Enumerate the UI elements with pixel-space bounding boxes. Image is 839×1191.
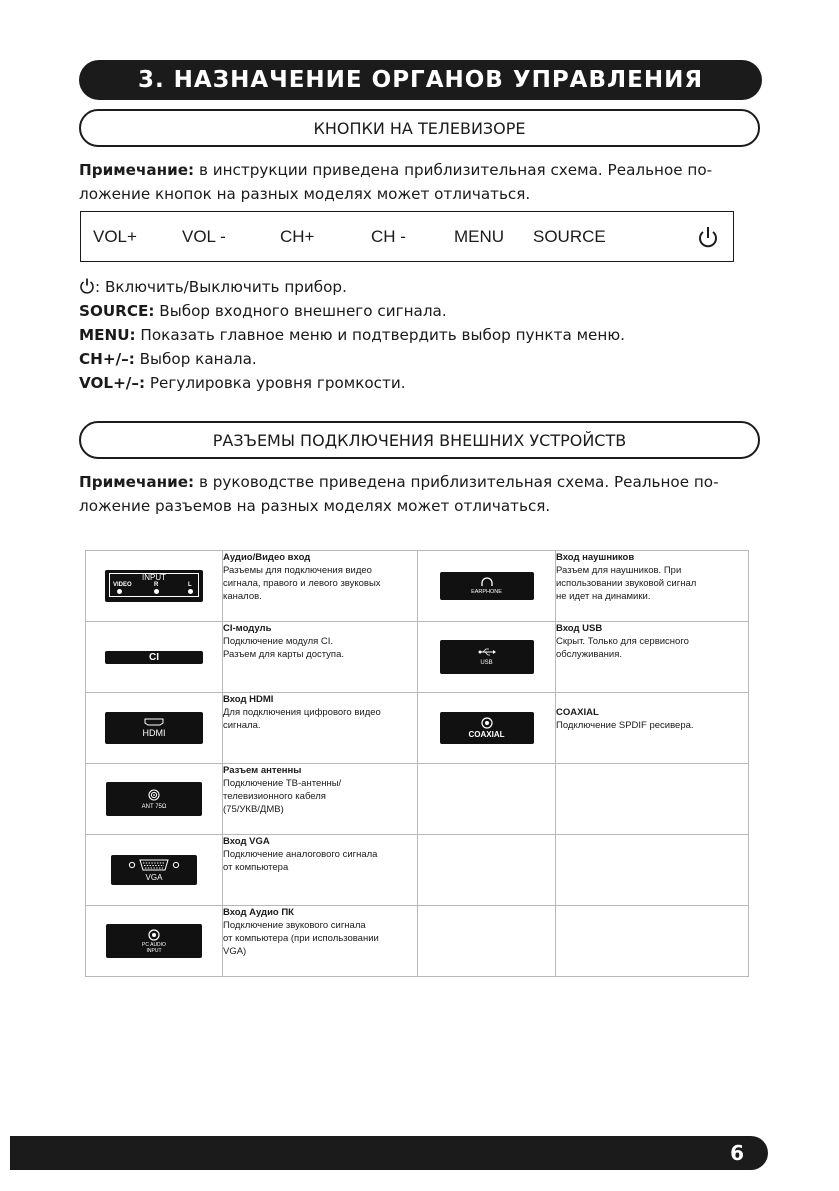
note-text-line1: в руководстве приведена приблизительная схема. Реальное по- — [194, 473, 719, 491]
hdmi-port: HDMI — [105, 712, 203, 744]
pc-audio-jack-icon — [148, 929, 160, 941]
connector-table — [85, 550, 749, 977]
port-desc-earphone: Вход наушников Разъем для наушников. При использовании звуковой сигнал не идет на динамики. — [556, 551, 749, 622]
power-icon — [695, 225, 721, 251]
empty-cell — [556, 835, 749, 906]
button-descriptions — [79, 275, 779, 395]
ch-minus-label: CH - — [371, 227, 406, 246]
port-desc-antenna: Разъем антенны Подключение ТВ-антенны/ телевизионного кабеля (75/УКВ/ДМВ) — [223, 764, 418, 835]
port-desc-vga: Вход VGA Подключение аналогового сигнала от компьютера — [223, 835, 418, 906]
note-text-line1: в инструкции приведена приблизительная схема. Реальное по- — [194, 161, 713, 179]
port-image-cell — [86, 906, 223, 977]
coaxial-port: COAXIAL — [440, 712, 534, 744]
usb-port: USB — [440, 640, 534, 674]
note-buttons — [79, 158, 769, 206]
table-row — [86, 764, 749, 835]
empty-cell — [418, 835, 556, 906]
section-heading-buttons: КНОПКИ НА ТЕЛЕВИЗОРЕ — [79, 109, 760, 147]
power-small-icon — [79, 278, 95, 294]
chapter-title-bar — [79, 60, 762, 100]
source-label: SOURCE — [533, 227, 606, 246]
desc-channel: CH+/–: Выбор канала. — [79, 350, 257, 368]
vol-plus-label: VOL+ — [93, 227, 137, 246]
desc-menu: MENU: Показать главное меню и подтвердить выбор пункта меню. — [79, 326, 625, 344]
headphones-icon — [480, 577, 494, 587]
note-text-line2: ложение разъемов на разных моделях может отличаться. — [79, 497, 551, 515]
ci-port: CI — [105, 651, 203, 664]
chapter-title: 3. НАЗНАЧЕНИЕ ОРГАНОВ УПРАВЛЕНИЯ — [137, 67, 704, 93]
tv-button-panel — [80, 211, 734, 262]
usb-icon — [478, 648, 496, 656]
port-desc-coaxial: COAXIAL Подключение SPDIF ресивера. — [556, 693, 749, 764]
port-desc-usb: Вход USB Скрыт. Только для сервисного обслуживания. — [556, 622, 749, 693]
port-image-cell — [86, 622, 223, 693]
page-number: 6 — [730, 1141, 744, 1165]
port-image-cell — [86, 551, 223, 622]
audio-l-jack-icon — [188, 589, 193, 594]
empty-cell — [556, 906, 749, 977]
port-image-cell — [418, 693, 556, 764]
desc-power: : Включить/Выключить прибор. — [79, 275, 779, 299]
empty-cell — [556, 764, 749, 835]
port-image-cell — [418, 622, 556, 693]
port-image-cell — [86, 835, 223, 906]
note-connectors — [79, 470, 769, 518]
antenna-jack-icon — [148, 789, 160, 801]
port-desc-pc-audio: Вход Аудио ПК Подключение звукового сигнала от компьютера (при использовании VGA) — [223, 906, 418, 977]
hdmi-icon — [144, 718, 164, 726]
table-row — [86, 693, 749, 764]
port-image-cell — [86, 764, 223, 835]
empty-cell — [418, 906, 556, 977]
port-image-cell — [418, 551, 556, 622]
empty-cell — [418, 764, 556, 835]
menu-label: MENU — [454, 227, 505, 246]
video-jack-icon — [117, 589, 122, 594]
port-image-cell — [86, 693, 223, 764]
vga-connector-icon — [128, 859, 180, 871]
table-row — [86, 835, 749, 906]
earphone-port: EARPHONE — [440, 572, 534, 600]
ch-plus-label: CH+ — [280, 227, 315, 246]
audio-r-jack-icon — [154, 589, 159, 594]
vga-port: VGA — [111, 855, 197, 885]
av-input-port: INPUT VIDEO R L — [105, 570, 203, 602]
desc-source: SOURCE: Выбор входного внешнего сигнала. — [79, 302, 447, 320]
port-desc-hdmi: Вход HDMI Для подключения цифрового видео сигнала. — [223, 693, 418, 764]
pc-audio-port: PC AUDIO INPUT — [106, 924, 202, 958]
coaxial-jack-icon — [481, 717, 493, 729]
port-desc-av: Аудио/Видео вход Разъемы для подключения видео сигнала, правого и левого звуковых каналов. — [223, 551, 418, 622]
antenna-port: ANT 75Ω — [106, 782, 202, 816]
desc-volume: VOL+/–: Регулировка уровня громкости. — [79, 374, 406, 392]
note-text-line2: ложение кнопок на разных моделях может отличаться. — [79, 185, 531, 203]
table-row — [86, 551, 749, 622]
table-row — [86, 622, 749, 693]
table-row — [86, 906, 749, 977]
vol-minus-label: VOL - — [182, 227, 226, 246]
footer-bar — [10, 1136, 768, 1170]
section-heading-connectors: РАЗЪЕМЫ ПОДКЛЮЧЕНИЯ ВНЕШНИХ УСТРОЙСТВ — [79, 421, 760, 459]
note-label: Примечание: — [79, 161, 195, 179]
port-desc-ci: CI-модуль Подключение модуля CI. Разъем для карты доступа. — [223, 622, 418, 693]
note-label: Примечание: — [79, 473, 195, 491]
